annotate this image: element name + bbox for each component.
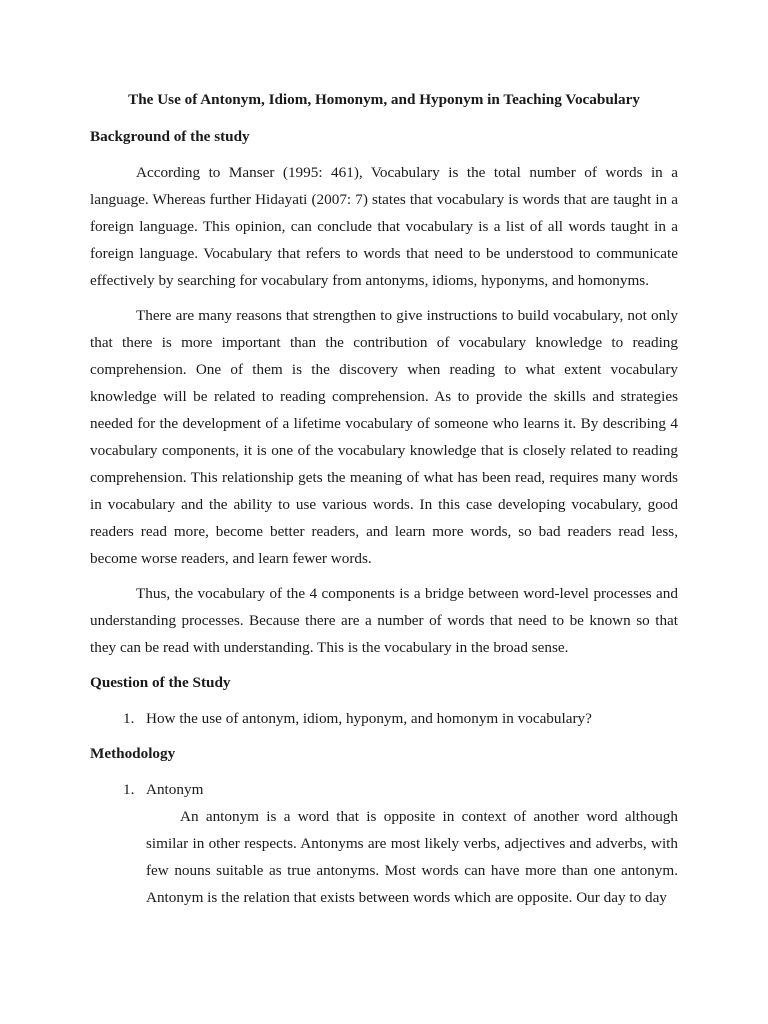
methodology-item-number: 1.	[123, 781, 135, 798]
methodology-list	[90, 776, 678, 803]
methodology-item	[90, 776, 678, 803]
question-item	[90, 705, 678, 732]
question-item-text: How the use of antonym, idiom, hyponym, and homonym in vocabulary?	[146, 710, 592, 727]
methodology-heading: Methodology	[90, 745, 176, 762]
methodology-item-title: Antonym	[146, 781, 204, 798]
background-paragraph-1: According to Manser (1995: 461), Vocabulary is the total number of words in a language. Whereas further Hidayati (2007: 7) states that vocabulary is words that are taught in a foreign language. This opinion, can conclude that vocabulary is a list of all words taught in a foreign language. Vocabulary that refers to words that need to be understood to communicate effectively by searching for vocabulary from antonyms, idioms, hyponyms, and homonyms.	[90, 164, 678, 289]
antonym-paragraph: An antonym is a word that is opposite in context of another word although similar in other respects. Antonyms are most likely verbs, adjectives and adverbs, with few nouns suitable as true antonyms. Most words can have more than one antonym. Antonym is the relation that exists between words which are opposite. Our day to day	[146, 808, 678, 906]
document-title: The Use of Antonym, Idiom, Homonym, and Hyponym in Teaching Vocabulary	[128, 91, 640, 108]
question-heading: Question of the Study	[90, 674, 231, 691]
background-paragraph-3: Thus, the vocabulary of the 4 components is a bridge between word-level processes and understanding processes. Because there are a number of words that need to be known so that they can be read with understanding. This is the vocabulary in the broad sense.	[90, 585, 678, 656]
question-list	[90, 705, 678, 732]
background-paragraph-2: There are many reasons that strengthen to give instructions to build vocabulary, not only that there is more important than the contribution of vocabulary knowledge to reading comprehension. One of them is the discovery when reading to what extent vocabulary knowledge will be related to reading comprehension. As to provide the skills and strategies needed for the development of a lifetime vocabulary of someone who learns it. By describing 4 vocabulary components, it is one of the vocabulary knowledge that is closely related to reading comprehension. This relationship gets the meaning of what has been read, requires many words in vocabulary and the ability to use various words. In this case developing vocabulary, good readers read more, become better readers, and learn more words, so bad readers read less, become worse readers, and learn fewer words.	[90, 307, 678, 567]
background-heading: Background of the study	[90, 128, 250, 145]
question-item-number: 1.	[123, 710, 135, 727]
